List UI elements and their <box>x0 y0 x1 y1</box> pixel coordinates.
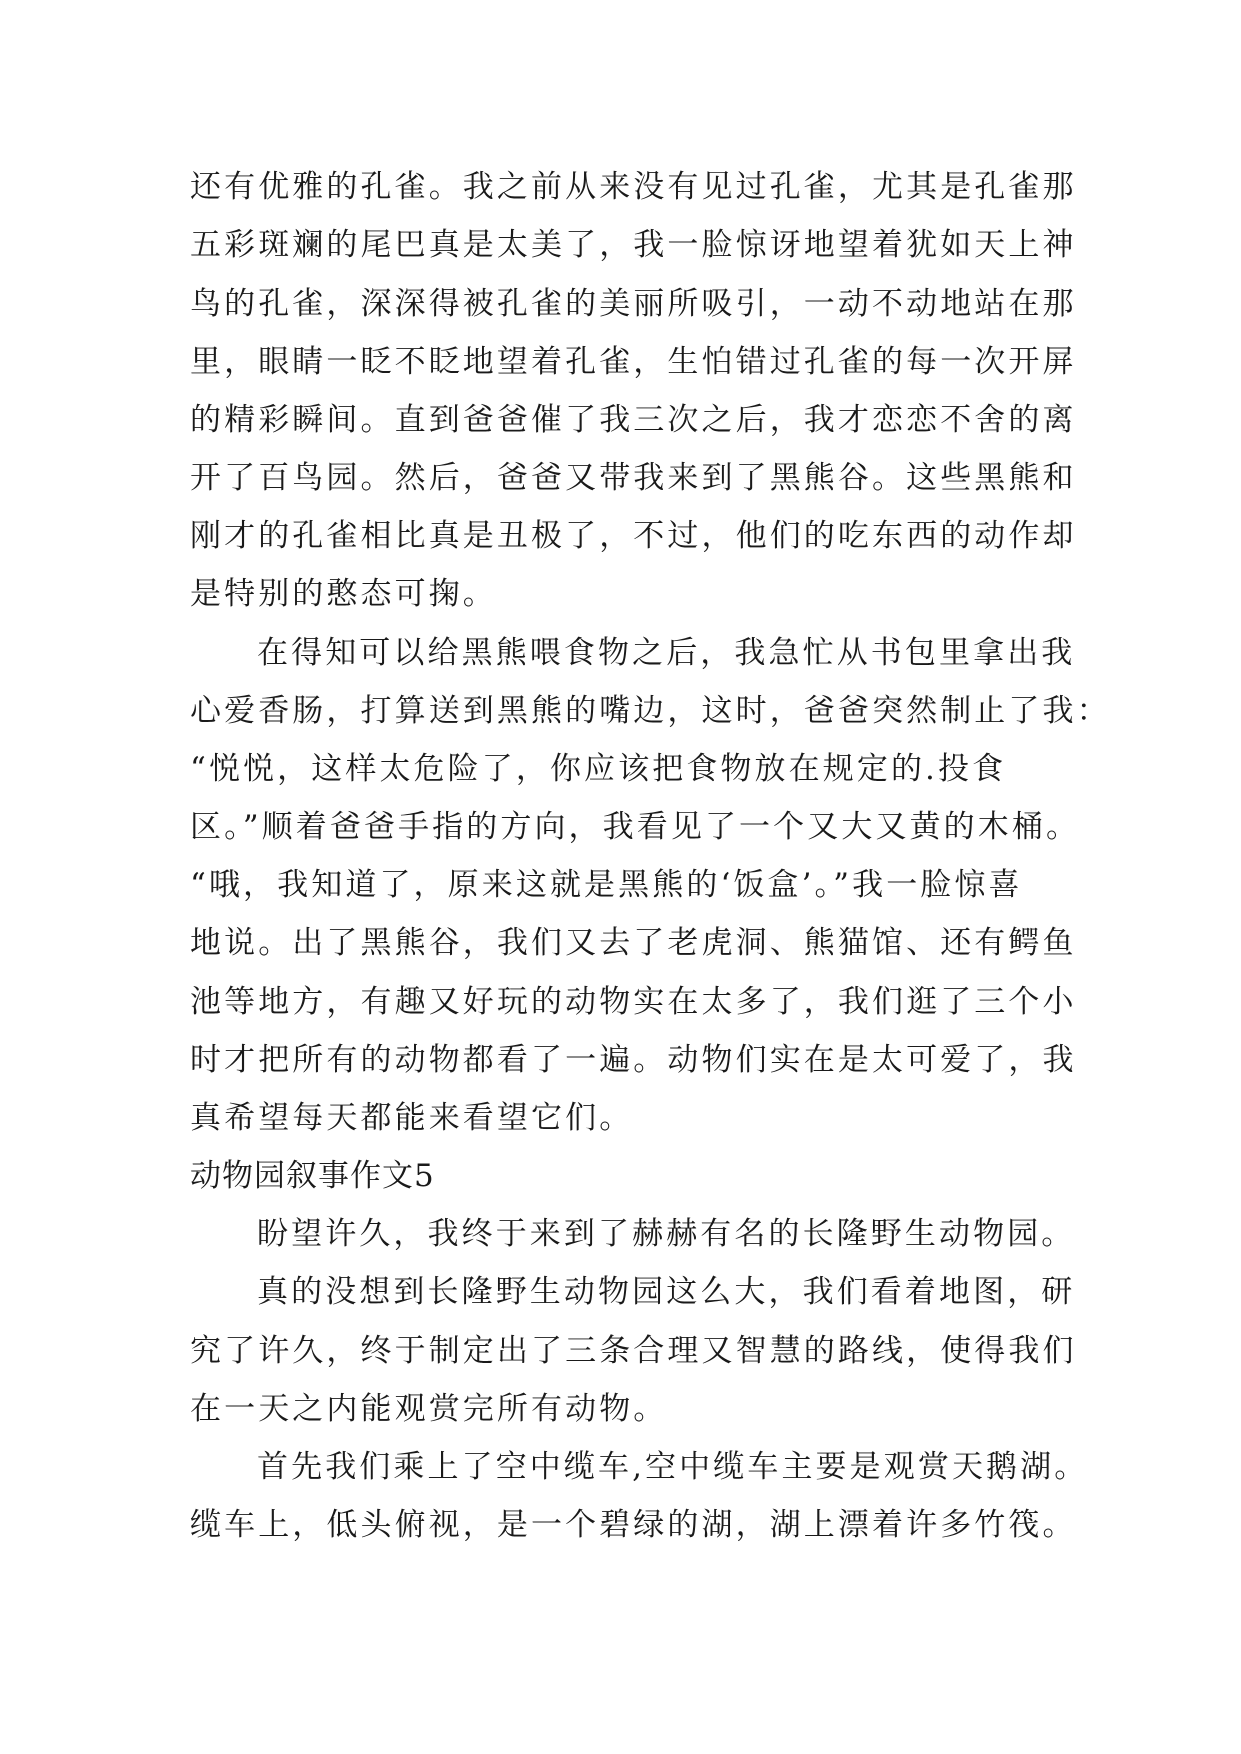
paragraph-line: 心爱香肠，打算送到黑熊的嘴边，这时，爸爸突然制止了我： <box>190 693 1111 729</box>
paragraph-line: 五彩斑斓的尾巴真是太美了，我一脸惊讶地望着犹如天上神 <box>190 227 1077 263</box>
paragraph-line: 缆车上，低头俯视，是一个碧绿的湖，湖上漂着许多竹筏。 <box>190 1507 1077 1543</box>
paragraph-line: 开了百鸟园。然后，爸爸又带我来到了黑熊谷。这些黑熊和 <box>190 460 1077 496</box>
paragraph-line: 鸟的孔雀，深深得被孔雀的美丽所吸引，一动不动地站在那 <box>190 286 1077 322</box>
paragraph-line: 刚才的孔雀相比真是丑极了，不过，他们的吃东西的动作却 <box>190 518 1077 554</box>
paragraph-line: 盼望许久，我终于来到了赫赫有名的长隆野生动物园。 <box>257 1216 1076 1252</box>
paragraph-line: 在一天之内能观赏完所有动物。 <box>190 1391 668 1427</box>
paragraph-line: 真的没想到长隆野生动物园这么大，我们看着地图，研 <box>257 1274 1076 1310</box>
paragraph-line: “悦悦，这样太危险了，你应该把食物放在规定的.投食 <box>190 751 1007 787</box>
paragraph-line: 区。”顺着爸爸手指的方向，我看见了一个又大又黄的木桶。 <box>190 809 1081 845</box>
paragraph-line: 时才把所有的动物都看了一遍。动物们实在是太可爱了，我 <box>190 1042 1077 1078</box>
section-heading: 动物园叙事作文5 <box>190 1158 435 1194</box>
paragraph-line: 首先我们乘上了空中缆车,空中缆车主要是观赏天鹅湖。 <box>257 1449 1089 1485</box>
paragraph-line: “哦，我知道了，原来这就是黑熊的‘饭盒’。”我一脸惊喜 <box>190 867 1023 903</box>
paragraph-line: 的精彩瞬间。直到爸爸催了我三次之后，我才恋恋不舍的离 <box>190 402 1077 438</box>
paragraph-line: 里，眼睛一眨不眨地望着孔雀，生怕错过孔雀的每一次开屏 <box>190 344 1077 380</box>
paragraph-line: 地说。出了黑熊谷，我们又去了老虎洞、熊猫馆、还有鳄鱼 <box>190 925 1077 961</box>
paragraph-line: 究了许久，终于制定出了三条合理又智慧的路线，使得我们 <box>190 1333 1077 1369</box>
paragraph-line: 在得知可以给黑熊喂食物之后，我急忙从书包里拿出我 <box>257 635 1076 671</box>
paragraph-line: 真希望每天都能来看望它们。 <box>190 1100 634 1136</box>
paragraph-line: 是特别的憨态可掬。 <box>190 576 497 612</box>
paragraph-line: 还有优雅的孔雀。我之前从来没有见过孔雀，尤其是孔雀那 <box>190 169 1077 205</box>
paragraph-line: 池等地方，有趣又好玩的动物实在太多了，我们逛了三个小 <box>190 984 1077 1020</box>
